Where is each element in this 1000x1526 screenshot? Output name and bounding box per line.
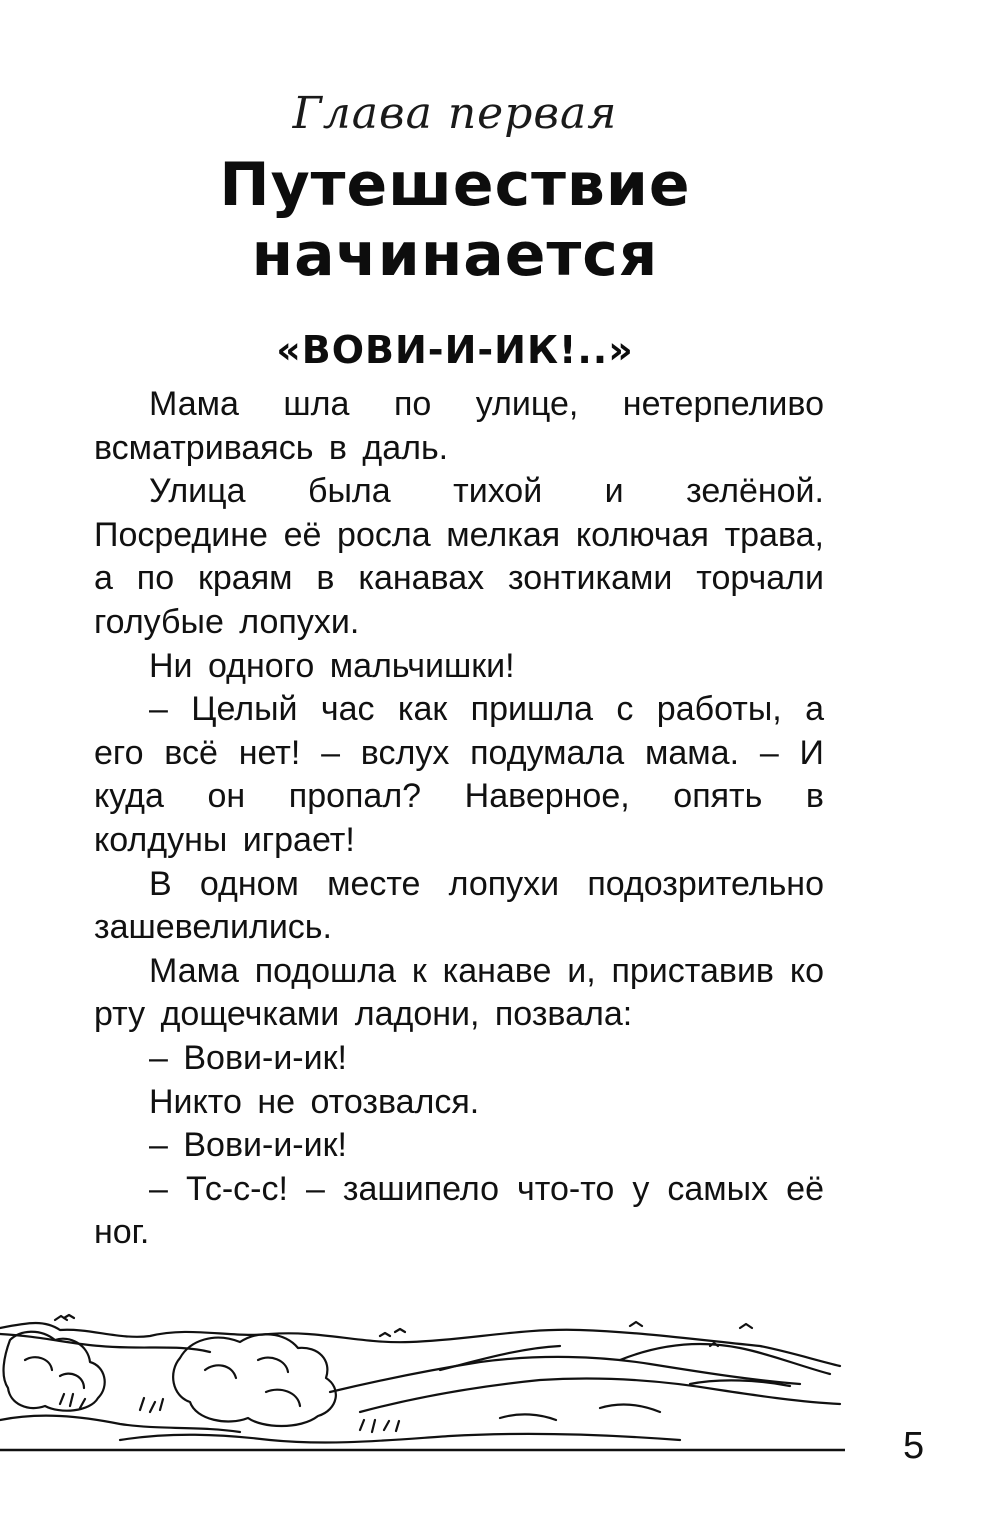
paragraph: Мама подошла к канаве и, приставив ко рту дощечками ладони, позвала: [94, 951, 824, 1034]
paragraph: – Вови-и-ик! [149, 1038, 347, 1077]
paragraph: – Вови-и-ик! [149, 1126, 347, 1165]
story-text [94, 383, 824, 1255]
page-number: 5 [903, 1425, 925, 1467]
paragraph: В одном месте лопухи подозрительно зашевелились. [94, 864, 824, 947]
paragraph: – Тс-с-с! – зашипело что-то у самых её ног. [94, 1169, 824, 1252]
paragraph: Никто не отозвался. [149, 1082, 480, 1121]
chapter-label: Глава первая [292, 88, 618, 139]
paragraph: Улица была тихой и зелёной. Посредине её росла мелкая колючая трава, а по краям в канавах зонтиками торчали голубые лопухи. [94, 472, 824, 641]
paragraph: – Целый час как пришла с работы, а его всё нет! – вслух подумала мама. – И куда он пропал? Наверное, опять в колдуны играет! [94, 690, 824, 859]
landscape-illustration [0, 1300, 845, 1460]
chapter-title-line-1: Путешествие [219, 150, 691, 220]
paragraph: Мама шла по улице, нетерпеливо всматриваясь в даль. [94, 385, 824, 467]
chapter-title [0, 150, 910, 290]
paragraph: Ни одного мальчишки! [149, 646, 515, 685]
section-title: «ВОВИ-И-ИК!..» [276, 328, 634, 372]
chapter-title-line-2: начинается [251, 220, 659, 290]
